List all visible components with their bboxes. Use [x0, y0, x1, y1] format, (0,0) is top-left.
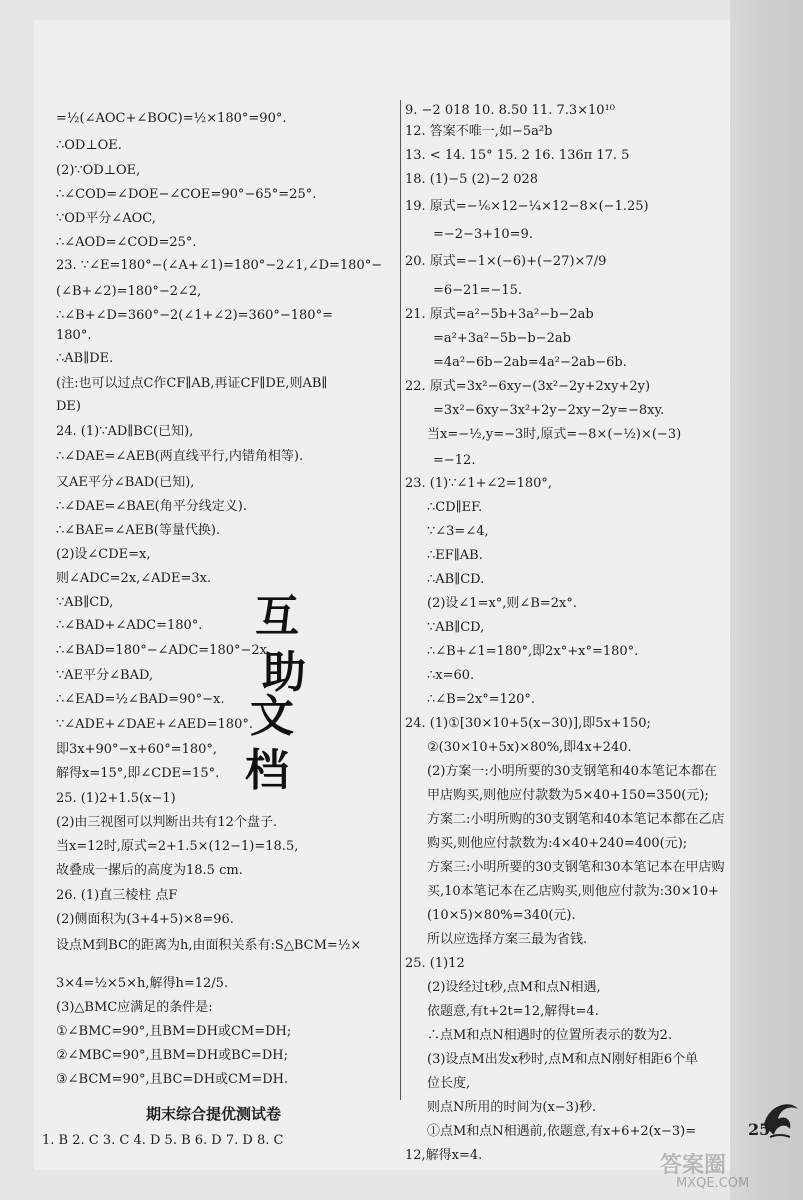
page-number: 25: [748, 1120, 771, 1139]
solution-line: 买,10本笔记本在乙店购买,则他应付款为:30×10+: [427, 884, 720, 899]
solution-line: (∠B+∠2)=180°−2∠2,: [56, 284, 202, 299]
solution-line: 3×4=½×5×h,解得h=12/5.: [56, 976, 229, 991]
solution-line: 方案二:小明所购的30支钢笔和40本笔记本都在乙店: [427, 812, 725, 827]
solution-line: =½(∠AOC+∠BOC)=½×180°=90°.: [56, 111, 287, 126]
solution-line: =a²+3a²−5b−b−2ab: [433, 331, 571, 346]
solution-line: ∵∠ADE+∠DAE+∠AED=180°.: [56, 717, 253, 732]
solution-line: ∵∠3=∠4,: [427, 524, 489, 539]
solution-line: 设点M到BC的距离为h,由面积关系有:S△BCM=½×: [56, 938, 362, 953]
solution-line: 25. (1)12: [405, 956, 465, 971]
solution-line: ③∠BCM=90°,且BC=DH或CM=DH.: [56, 1072, 289, 1087]
solution-line: ∴∠EAD=½∠BAD=90°−x.: [56, 692, 225, 707]
solution-line: 当x=12时,原式=2+1.5×(12−1)=18.5,: [56, 839, 299, 854]
solution-line: 19. 原式=−⅙×12−¼×12−8×(−1.25): [405, 199, 649, 214]
solution-line: ∵OD平分∠AOC,: [56, 211, 156, 226]
solution-line: 25. (1)2+1.5(x−1): [56, 791, 176, 806]
handwriting-char: 档: [245, 745, 289, 796]
solution-line: 购买,则他应付款数为:4×40+240=400(元);: [427, 836, 688, 851]
solution-line: ∵AB∥CD,: [427, 620, 485, 635]
solution-line: ∴OD⊥OE.: [56, 138, 122, 153]
solution-line: ∴∠B=2x°=120°.: [427, 692, 536, 707]
solution-line: (2)∵OD⊥OE,: [56, 163, 141, 178]
solution-line: (2)侧面积为(3+4+5)×8=96.: [56, 912, 234, 927]
solution-line: 180°.: [56, 328, 92, 343]
solution-line: (2)设∠CDE=x,: [56, 547, 151, 562]
solution-line: 解得x=15°,即∠CDE=15°.: [56, 766, 220, 781]
solution-line: 20. 原式=−1×(−6)+(−27)×7/9: [405, 254, 607, 269]
solution-line: (3)△BMC应满足的条件是:: [56, 1000, 213, 1015]
solution-line: =−12.: [433, 453, 476, 468]
solution-line: (10×5)×80%=340(元).: [427, 908, 576, 923]
solution-line: ②∠MBC=90°,且BM=DH或BC=DH;: [56, 1048, 288, 1063]
handwriting-char: 互: [255, 591, 299, 642]
solution-line: 23. ∵∠E=180°−(∠A+∠1)=180°−2∠1,∠D=180°−: [56, 258, 383, 273]
solution-line: ∴∠AOD=∠COD=25°.: [56, 235, 197, 250]
solution-line: (2)由三视图可以判断出共有12个盘子.: [56, 815, 278, 830]
solution-line: ∴∠B+∠1=180°,即2x°+x°=180°.: [427, 644, 639, 659]
solution-line: ∵AB∥CD,: [56, 595, 114, 610]
solution-line: ∴∠COD=∠DOE−∠COE=90°−65°=25°.: [56, 187, 317, 202]
solution-line: 所以应选择方案三最为省钱.: [427, 932, 588, 947]
solution-line: 则∠ADC=2x,∠ADE=3x.: [56, 571, 212, 586]
page-edge: [730, 0, 803, 1200]
solution-line: ①点M和点N相遇前,依题意,有x+6+2(x−3)=: [427, 1124, 697, 1139]
solution-line: 24. (1)①[30×10+5(x−30)],即5x+150;: [405, 716, 651, 731]
solution-line: 13. < 14. 15° 15. 2 16. 136π 17. 5: [405, 148, 630, 163]
solution-line: 12. 答案不唯一,如−5a²b: [405, 124, 553, 139]
watermark-logo: 答案圈: [660, 1153, 727, 1178]
solution-line: 依题意,有t+2t=12,解得t=4.: [427, 1004, 599, 1019]
solution-line: 则点N所用的时间为(x−3)秒.: [427, 1100, 597, 1115]
solution-line: 当x=−½,y=−3时,原式=−8×(−½)×(−3): [427, 427, 682, 442]
solution-line: ∴AB∥DE.: [56, 351, 114, 366]
solution-line: 又AE平分∠BAD(已知),: [56, 475, 195, 490]
solution-line: =6−21=−15.: [433, 283, 523, 298]
section-title: 期末综合提优测试卷: [146, 1105, 282, 1123]
solution-line: (2)设经过t秒,点M和点N相遇,: [427, 980, 601, 995]
solution-line: 方案三:小明所要的30支钢笔和30本笔记本在甲店购: [427, 860, 725, 875]
solution-line: ②(30×10+5x)×80%,即4x+240.: [427, 740, 632, 755]
solution-line: ∴∠BAD=180°−∠ADC=180°−2x.: [56, 643, 272, 658]
solution-line: (注:也可以过点C作CF∥AB,再证CF∥DE,则AB∥: [56, 376, 328, 391]
solution-line: 位长度,: [427, 1076, 471, 1091]
solution-line: 21. 原式=a²−5b+3a²−b−2ab: [405, 307, 594, 322]
solution-line: ∵AE平分∠BAD,: [56, 668, 154, 683]
solution-line: ∴∠DAE=∠BAE(角平分线定义).: [56, 499, 247, 514]
solution-line: =−2−3+10=9.: [433, 227, 533, 242]
solution-line: (2)方案一:小明所要的30支钢笔和40本笔记本都在: [427, 764, 717, 779]
solution-line: 24. (1)∵AD∥BC(已知),: [56, 424, 194, 439]
solution-line: ∴AB∥CD.: [427, 572, 485, 587]
solution-line: 故叠成一摞后的高度为18.5 cm.: [56, 863, 243, 878]
solution-line: (3)设点M出发x秒时,点M和点N刚好相距6个单: [427, 1052, 699, 1067]
solution-line: DE): [56, 399, 81, 414]
solution-line: ∴∠B+∠D=360°−2(∠1+∠2)=360°−180°=: [56, 308, 333, 323]
solution-line: 26. (1)直三棱柱 点F: [56, 888, 178, 903]
solution-line: 12,解得x=4.: [405, 1148, 483, 1163]
handwriting-char: 助: [262, 647, 306, 698]
solution-line: 甲店购买,则他应付款数为5×40+150=350(元);: [427, 788, 709, 803]
solution-line: =4a²−6b−2ab=4a²−2ab−6b.: [433, 355, 627, 370]
solution-line: 18. (1)−5 (2)−2 028: [405, 172, 539, 187]
solution-line: ∴CD∥EF.: [427, 500, 483, 515]
solution-line: ∴点M和点N相遇时的位置所表示的数为2.: [427, 1028, 673, 1043]
solution-line: 即3x+90°−x+60°=180°,: [56, 742, 218, 757]
solution-line: ∴∠BAD+∠ADC=180°.: [56, 618, 203, 633]
handwriting-char: 文: [250, 691, 294, 742]
solution-line: 9. −2 018 10. 8.50 11. 7.3×10¹⁰: [405, 103, 615, 118]
solution-line: ∴∠BAE=∠AEB(等量代换).: [56, 523, 221, 538]
solution-line: 22. 原式=3x²−6xy−(3x²−2y+2xy+2y): [405, 379, 651, 394]
answer-row: 1. B 2. C 3. C 4. D 5. B 6. D 7. D 8. C: [42, 1133, 284, 1148]
solution-line: (2)设∠1=x°,则∠B=2x°.: [427, 596, 578, 611]
solution-line: ①∠BMC=90°,且BM=DH或CM=DH;: [56, 1024, 292, 1039]
watermark-url: MXQE.COM: [676, 1176, 750, 1191]
solution-line: =3x²−6xy−3x²+2y−2xy−2y=−8xy.: [433, 403, 665, 418]
solution-line: ∴∠DAE=∠AEB(两直线平行,内错角相等).: [56, 449, 304, 464]
solution-line: 23. (1)∵∠1+∠2=180°,: [405, 476, 553, 491]
solution-line: ∴x=60.: [427, 668, 475, 683]
solution-line: ∴EF∥AB.: [427, 548, 483, 563]
column-divider: [400, 100, 401, 1100]
